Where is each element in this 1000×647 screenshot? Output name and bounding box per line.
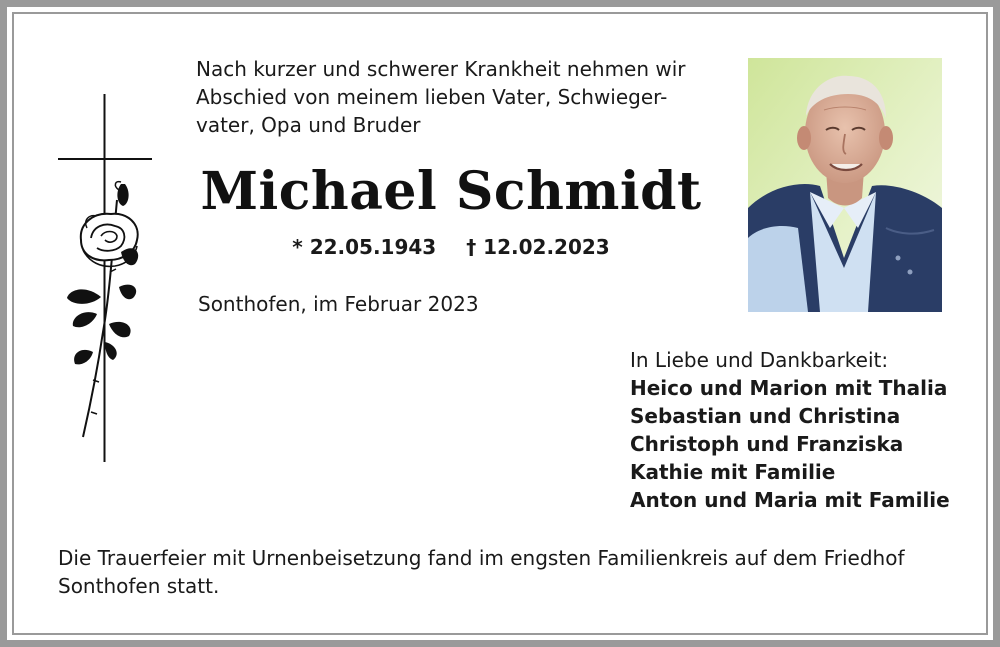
intro-line: Abschied von meinem lieben Vater, Schwieger- xyxy=(196,85,668,109)
family-intro: In Liebe und Dankbarkeit: xyxy=(630,348,889,372)
portrait-photo xyxy=(748,58,942,312)
deceased-name: Michael Schmidt xyxy=(200,161,702,222)
intro-line: Nach kurzer und schwerer Krankheit nehmen wir xyxy=(196,57,686,81)
family-member: Christoph und Franziska xyxy=(630,432,904,456)
family-member: Sebastian und Christina xyxy=(630,404,901,428)
ceremony-line: Sonthofen statt. xyxy=(58,574,220,598)
intro-line: vater, Opa und Bruder xyxy=(196,113,421,137)
cross-with-rose-icon xyxy=(55,92,155,464)
family-member: Kathie mit Familie xyxy=(630,460,836,484)
ceremony-line: Die Trauerfeier mit Urnenbeisetzung fand im engsten Familienkreis auf dem Friedhof xyxy=(58,546,905,570)
life-dates xyxy=(196,232,706,262)
death-date: † 12.02.2023 xyxy=(466,235,610,259)
ceremony-note xyxy=(58,544,958,600)
family-member: Anton und Maria mit Familie xyxy=(630,488,950,512)
intro-text xyxy=(196,55,716,139)
family-block xyxy=(630,346,970,514)
family-member: Heico und Marion mit Thalia xyxy=(630,376,948,400)
place-date: Sonthofen, im Februar 2023 xyxy=(198,292,479,316)
birth-date: * 22.05.1943 xyxy=(292,235,437,259)
